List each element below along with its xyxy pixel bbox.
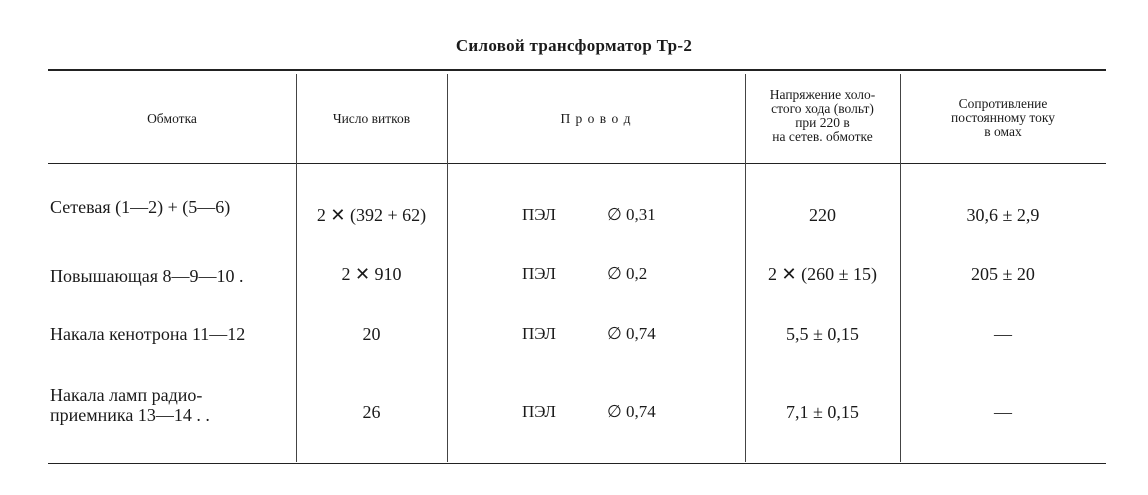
header-separator-rule <box>48 163 1106 164</box>
table-top-rule <box>48 69 1106 71</box>
row-wire-diameter: ∅ 0,74 <box>607 324 656 343</box>
header-voltage <box>745 88 900 144</box>
row-wire-type: ПЭЛ <box>522 264 556 283</box>
header-wire: П р о в о д <box>560 111 632 126</box>
header-voltage-line: на сетев. обмотке <box>772 129 873 144</box>
row-voltage: 5,5 ± 0,15 <box>786 324 859 344</box>
row-wire-type: ПЭЛ <box>522 402 556 421</box>
row-winding-line: приемника 13—14 . . <box>50 405 210 425</box>
row-turns: 2 ✕ (392 + 62) <box>316 205 427 225</box>
row-turns: 20 <box>362 324 381 344</box>
row-wire-diameter: ∅ 0,2 <box>607 264 648 283</box>
row-voltage: 2 ✕ (260 ± 15) <box>768 264 877 284</box>
row-winding: Повышающая 8—9—10 . <box>50 266 244 286</box>
table-bottom-rule <box>48 463 1106 464</box>
row-wire-type: ПЭЛ <box>522 205 556 224</box>
row-resistance: — <box>994 402 1012 422</box>
row-resistance: 205 ± 20 <box>971 264 1035 284</box>
header-voltage-line: стого хода (вольт) <box>771 101 874 116</box>
row-turns: 26 <box>362 402 381 422</box>
header-voltage-line: Напряжение холо- <box>769 87 876 102</box>
row-winding: Накала кенотрона 11—12 <box>50 324 246 344</box>
header-resistance-line: в омах <box>984 124 1022 139</box>
header-resistance-line: Сопротивление <box>958 96 1048 111</box>
header-resistance-line: постоянному току <box>951 110 1055 125</box>
row-voltage: 220 <box>809 205 836 225</box>
header-voltage-line: при 220 в <box>795 115 850 130</box>
row-winding: Сетевая (1—2) + (5—6) <box>50 197 231 217</box>
table-title: Силовой трансформатор Тр-2 <box>455 36 693 55</box>
row-voltage: 7,1 ± 0,15 <box>786 402 859 422</box>
row-wire-diameter: ∅ 0,74 <box>607 402 656 421</box>
header-turns: Число витков <box>332 111 411 126</box>
row-wire-diameter: ∅ 0,31 <box>607 205 656 224</box>
row-winding-line: Накала ламп радио- <box>50 385 203 405</box>
header-winding: Обмотка <box>147 111 197 126</box>
column-divider <box>447 74 448 462</box>
row-winding <box>50 385 210 425</box>
header-resistance <box>900 97 1106 139</box>
row-resistance: — <box>994 324 1012 344</box>
row-wire-type: ПЭЛ <box>522 324 556 343</box>
row-turns: 2 ✕ 910 <box>341 264 402 284</box>
row-resistance: 30,6 ± 2,9 <box>966 205 1040 225</box>
